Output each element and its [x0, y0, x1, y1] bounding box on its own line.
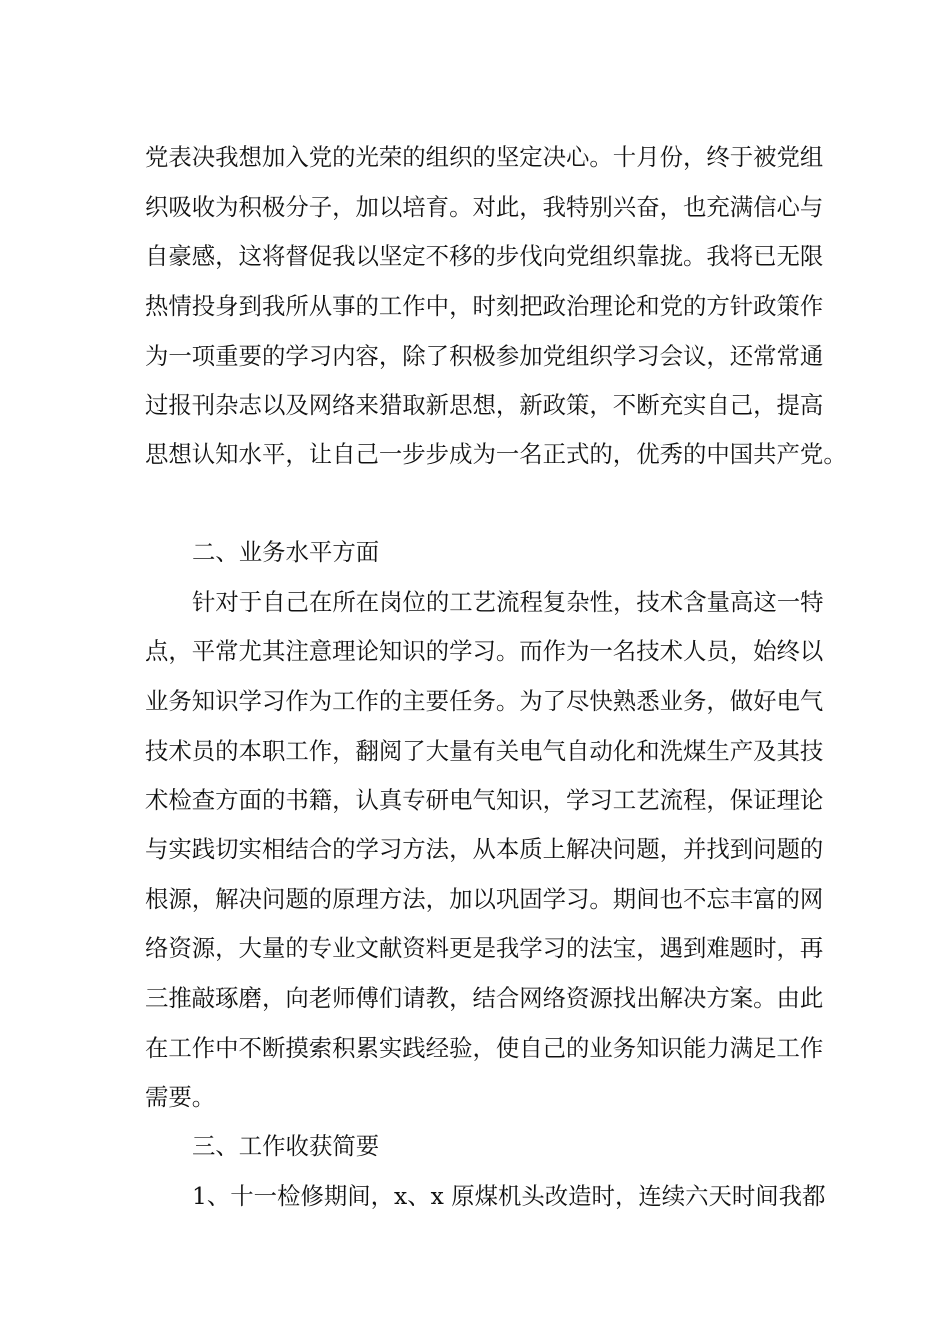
- text-line: 思想认知水平，让自己一步步成为一名正式的，优秀的中国共产党。: [145, 440, 847, 468]
- text-line: 三推敲琢磨，向老师傅们请教，结合网络资源找出解决方案。由此: [145, 984, 824, 1012]
- text-line: 过报刊杂志以及网络来猎取新思想，新政策，不断充实自己，提高: [145, 391, 824, 419]
- text-line: 党表决我想加入党的光荣的组织的坚定决心。十月份，终于被党组: [145, 143, 824, 171]
- text-line: 需要。: [145, 1083, 216, 1111]
- section-heading-work-results: 三、工作收获简要: [192, 1132, 380, 1160]
- text-line: 技术员的本职工作，翻阅了大量有关电气自动化和洗煤生产及其技: [145, 737, 824, 765]
- text-line: 热情投身到我所从事的工作中，时刻把政治理论和党的方针政策作: [145, 292, 824, 320]
- text-line: 针对于自己在所在岗位的工艺流程复杂性，技术含量高这一特: [192, 588, 824, 616]
- text-line: 织吸收为积极分子，加以培育。对此，我特别兴奋，也充满信心与: [145, 193, 824, 221]
- text-line: 在工作中不断摸索积累实践经验，使自己的业务知识能力满足工作: [145, 1034, 824, 1062]
- text-line: 络资源，大量的专业文献资料更是我学习的法宝，遇到难题时，再: [145, 934, 824, 962]
- text-line: 自豪感，这将督促我以坚定不移的步伐向党组织靠拢。我将已无限: [145, 242, 824, 270]
- text-line: 根源，解决问题的原理方法，加以巩固学习。期间也不忘丰富的网: [145, 885, 824, 913]
- text-line: 业务知识学习作为工作的主要任务。为了尽快熟悉业务，做好电气: [145, 687, 824, 715]
- text-line: 术检查方面的书籍，认真专研电气知识，学习工艺流程，保证理论: [145, 786, 824, 814]
- text-line: 为一项重要的学习内容，除了积极参加党组织学习会议，还常常通: [145, 342, 824, 370]
- text-line: 点，平常尤其注意理论知识的学习。而作为一名技术人员，始终以: [145, 637, 824, 665]
- text-line: 1、十一检修期间，x、x 原煤机头改造时，连续六天时间我都: [192, 1182, 826, 1210]
- section-heading-business: 二、业务水平方面: [192, 538, 380, 566]
- text-line: 与实践切实相结合的学习方法，从本质上解决问题，并找到问题的: [145, 835, 824, 863]
